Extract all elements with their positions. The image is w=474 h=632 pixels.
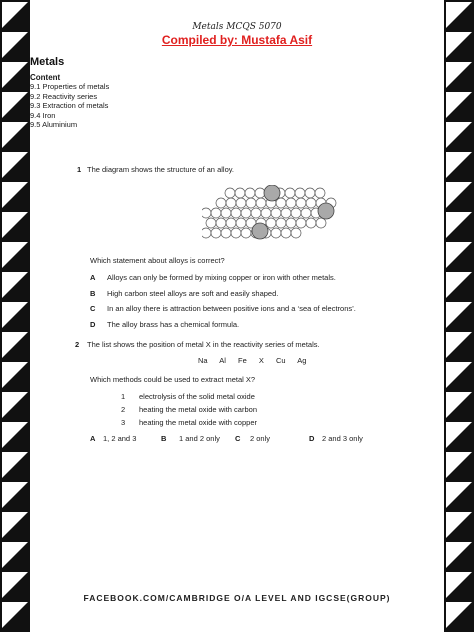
metal-atom: [306, 218, 316, 228]
metal-atom: [216, 218, 226, 228]
content-item: 9.3 Extraction of metals: [30, 101, 109, 111]
border-triangle-pattern: [444, 0, 474, 632]
option-letter: B: [90, 289, 96, 298]
question-1-prompt: Which statement about alloys is correct?: [90, 256, 225, 265]
compiled-by: Compiled by: Mustafa Asif: [161, 33, 313, 47]
border-triangle: [446, 122, 472, 148]
border-triangle: [2, 122, 28, 148]
border-triangle: [2, 182, 28, 208]
border-triangle: [446, 92, 472, 118]
border-triangle: [2, 62, 28, 88]
alloy-atom: [264, 185, 280, 201]
right-page-border: [444, 0, 474, 632]
border-triangle: [446, 62, 472, 88]
metal-atom: [241, 228, 251, 238]
series-element: Al: [219, 356, 226, 365]
border-triangle: [2, 422, 28, 448]
metal-atom: [231, 228, 241, 238]
method-number: 1: [121, 392, 126, 401]
metal-atom: [295, 188, 305, 198]
option-text: Alloys can only be formed by mixing copper or iron with other metals.: [107, 273, 336, 282]
document-page: [30, 0, 444, 632]
question-2-prompt: Which methods could be used to extract metal X?: [90, 375, 256, 384]
border-triangle: [446, 602, 472, 628]
content-label: Content: [30, 73, 61, 82]
metal-atom: [266, 218, 276, 228]
series-element: Ag: [297, 356, 307, 365]
metal-atom: [291, 228, 301, 238]
metal-atom: [296, 218, 306, 228]
metal-atom: [286, 198, 296, 208]
question-1-stem: The diagram shows the structure of an alloy.: [87, 165, 235, 174]
border-triangle: [2, 542, 28, 568]
border-triangle: [446, 182, 472, 208]
border-triangle: [446, 452, 472, 478]
option-text: High carbon steel alloys are soft and easily shaped.: [107, 289, 279, 298]
border-triangle: [2, 302, 28, 328]
metal-atom: [276, 218, 286, 228]
question-2-stem: The list shows the position of metal X in the reactivity series of metals.: [87, 340, 320, 349]
border-triangle: [446, 272, 472, 298]
metal-atom: [221, 228, 231, 238]
border-triangle: [446, 2, 472, 28]
option-text: In an alloy there is attraction between positive ions and a ‘sea of electrons’.: [107, 304, 356, 313]
content-item: 9.4 Iron: [30, 110, 56, 120]
border-triangle: [2, 572, 28, 598]
metal-atom: [235, 188, 245, 198]
section-title: Metals: [30, 56, 65, 68]
method-number: 2: [121, 405, 126, 414]
border-triangle: [446, 302, 472, 328]
border-triangle: [446, 32, 472, 58]
metal-atom: [261, 208, 271, 218]
page-title: Metals MCQS 5070: [192, 22, 282, 32]
metal-atom: [305, 188, 315, 198]
metal-atom: [246, 198, 256, 208]
content-item: 9.1 Properties of metals: [30, 82, 110, 91]
question-2-number: 2: [75, 340, 80, 349]
content-list: [30, 82, 109, 130]
metal-atom: [291, 208, 301, 218]
border-triangle: [446, 482, 472, 508]
border-triangle: [2, 512, 28, 538]
metal-atom: [216, 198, 226, 208]
border-triangle: [2, 2, 28, 28]
border-triangle: [2, 392, 28, 418]
border-triangle: [446, 362, 472, 388]
answer-letter: A: [90, 434, 96, 443]
alloy-atom: [252, 223, 268, 239]
border-triangle: [446, 152, 472, 178]
metal-atom: [226, 218, 236, 228]
border-triangle-pattern: [0, 0, 30, 632]
answer-letter: D: [309, 434, 315, 443]
metal-atom: [251, 208, 261, 218]
border-triangle: [2, 362, 28, 388]
option-letter: D: [90, 320, 96, 329]
metal-atom: [245, 188, 255, 198]
border-triangle: [2, 452, 28, 478]
question-1-number: 1: [77, 165, 82, 174]
metal-atom: [256, 198, 266, 208]
border-triangle: [446, 212, 472, 238]
metal-atom: [271, 228, 281, 238]
metal-atom: [221, 208, 231, 218]
border-triangle: [2, 272, 28, 298]
series-element: X: [258, 356, 264, 365]
method-text: heating the metal oxide with copper: [139, 418, 257, 427]
content-item: 9.2 Reactivity series: [30, 91, 98, 101]
method-text: electrolysis of the solid metal oxide: [139, 392, 255, 401]
footer-link: FACEBOOK.COM/CAMBRIDGE O/A LEVEL AND IGCSE(GROUP): [83, 593, 391, 603]
alloy-atom: [318, 203, 334, 219]
metal-atom: [236, 218, 246, 228]
metal-atom: [301, 208, 311, 218]
border-triangle: [2, 92, 28, 118]
metal-atom: [226, 198, 236, 208]
border-triangle: [446, 422, 472, 448]
border-triangle: [446, 242, 472, 268]
metal-atom: [241, 208, 251, 218]
border-triangle: [2, 332, 28, 358]
metal-atom: [225, 188, 235, 198]
series-element: Cu: [276, 356, 286, 365]
border-triangle: [2, 212, 28, 238]
answer-text: 1 and 2 only: [179, 434, 220, 443]
border-triangle: [446, 542, 472, 568]
method-number: 3: [121, 418, 126, 427]
option-letter: C: [90, 304, 96, 313]
answer-letter: B: [161, 434, 167, 443]
metal-atom: [316, 218, 326, 228]
metal-atom: [286, 218, 296, 228]
answer-text: 1, 2 and 3: [103, 434, 137, 443]
border-triangle: [2, 32, 28, 58]
metal-atom: [255, 188, 265, 198]
metal-atom: [285, 188, 295, 198]
option-letter: A: [90, 273, 96, 282]
answer-letter: C: [235, 434, 241, 443]
metal-atom: [231, 208, 241, 218]
metal-atom: [211, 228, 221, 238]
reactivity-series: [198, 356, 316, 365]
metal-atom: [202, 208, 211, 218]
answer-text: 2 only: [250, 434, 271, 443]
alloy-structure-diagram: [202, 185, 337, 245]
method-text: heating the metal oxide with carbon: [139, 405, 257, 414]
border-triangle: [2, 152, 28, 178]
border-triangle: [446, 332, 472, 358]
metal-atom: [296, 198, 306, 208]
metal-atom: [236, 198, 246, 208]
series-element: Na: [198, 356, 208, 365]
option-text: The alloy brass has a chemical formula.: [107, 320, 240, 329]
metal-atom: [281, 208, 291, 218]
metal-atom: [276, 198, 286, 208]
border-triangle: [2, 242, 28, 268]
left-page-border: [0, 0, 30, 632]
answer-text: 2 and 3 only: [322, 434, 363, 443]
content-item: 9.5 Aluminium: [30, 120, 78, 130]
border-triangle: [446, 572, 472, 598]
border-triangle: [2, 482, 28, 508]
border-triangle: [2, 602, 28, 628]
metal-atom: [315, 188, 325, 198]
series-element: Fe: [238, 356, 247, 365]
metal-atom: [306, 198, 316, 208]
metal-atom: [281, 228, 291, 238]
metal-atom: [271, 208, 281, 218]
metal-atom: [202, 228, 211, 238]
border-triangle: [446, 392, 472, 418]
metal-atom: [206, 218, 216, 228]
metal-atom: [211, 208, 221, 218]
border-triangle: [446, 512, 472, 538]
